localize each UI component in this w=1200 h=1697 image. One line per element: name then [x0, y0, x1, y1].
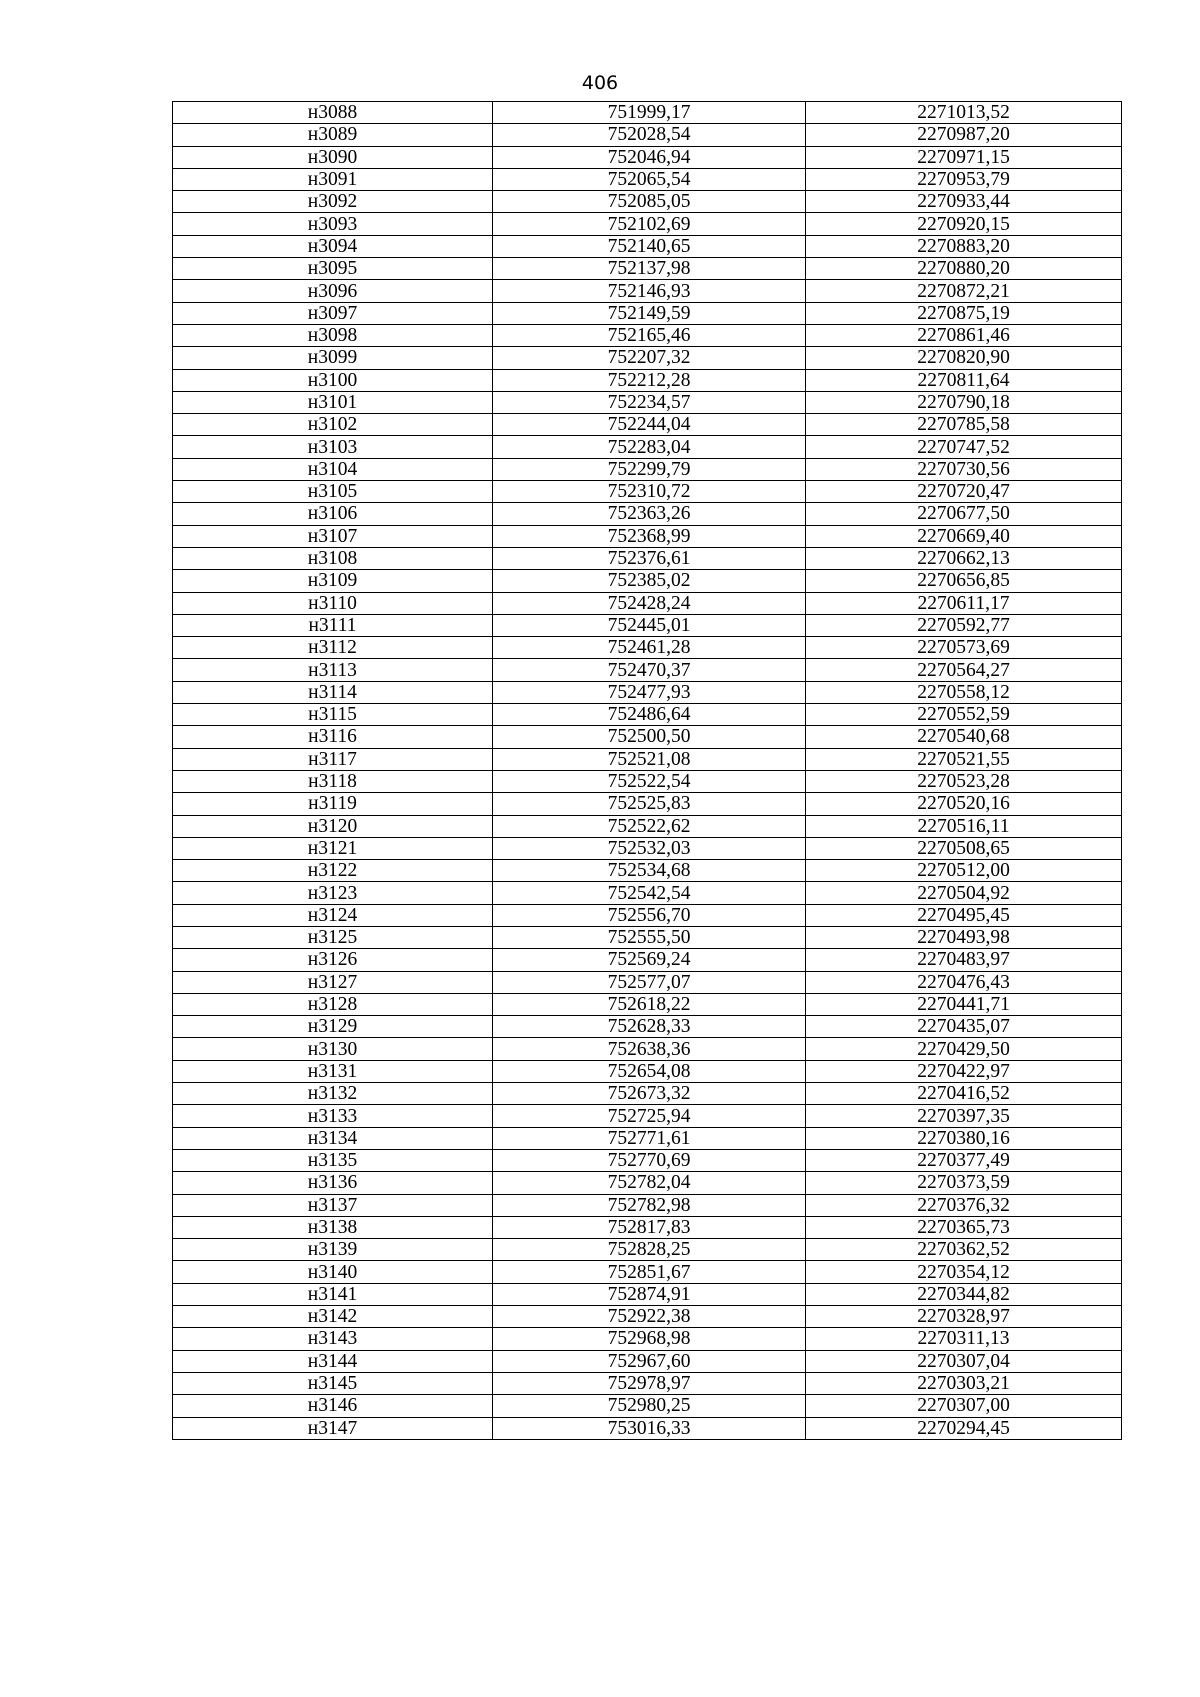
y-coordinate-cell: 2270521,55 — [806, 748, 1122, 770]
x-coordinate-cell: 752577,07 — [493, 971, 806, 993]
y-coordinate-cell: 2270380,16 — [806, 1127, 1122, 1149]
x-coordinate-cell: 752046,94 — [493, 146, 806, 168]
x-coordinate-cell: 752534,68 — [493, 860, 806, 882]
y-coordinate-cell: 2270483,97 — [806, 949, 1122, 971]
x-coordinate-cell: 752165,46 — [493, 324, 806, 346]
point-id-cell: н3144 — [173, 1350, 493, 1372]
y-coordinate-cell: 2270880,20 — [806, 258, 1122, 280]
table-row — [173, 1194, 1122, 1216]
y-coordinate-cell: 2270397,35 — [806, 1105, 1122, 1127]
table-row — [173, 258, 1122, 280]
table-row — [173, 793, 1122, 815]
y-coordinate-cell: 2270303,21 — [806, 1372, 1122, 1394]
x-coordinate-cell: 752310,72 — [493, 481, 806, 503]
point-id-cell: н3121 — [173, 837, 493, 859]
y-coordinate-cell: 2270495,45 — [806, 904, 1122, 926]
x-coordinate-cell: 752782,04 — [493, 1172, 806, 1194]
table-row — [173, 168, 1122, 190]
point-id-cell: н3106 — [173, 503, 493, 525]
point-id-cell: н3099 — [173, 347, 493, 369]
table-row — [173, 503, 1122, 525]
y-coordinate-cell: 2270785,58 — [806, 414, 1122, 436]
x-coordinate-cell: 752470,37 — [493, 659, 806, 681]
y-coordinate-cell: 2270611,17 — [806, 592, 1122, 614]
y-coordinate-cell: 2270720,47 — [806, 481, 1122, 503]
point-id-cell: н3134 — [173, 1127, 493, 1149]
coordinates-table-body — [173, 102, 1122, 1440]
table-row — [173, 949, 1122, 971]
table-row — [173, 1105, 1122, 1127]
point-id-cell: н3108 — [173, 547, 493, 569]
table-row — [173, 993, 1122, 1015]
y-coordinate-cell: 2270564,27 — [806, 659, 1122, 681]
x-coordinate-cell: 752085,05 — [493, 191, 806, 213]
table-row — [173, 124, 1122, 146]
point-id-cell: н3112 — [173, 637, 493, 659]
point-id-cell: н3102 — [173, 414, 493, 436]
y-coordinate-cell: 2270311,13 — [806, 1328, 1122, 1350]
point-id-cell: н3122 — [173, 860, 493, 882]
point-id-cell: н3096 — [173, 280, 493, 302]
table-row — [173, 1328, 1122, 1350]
table-row — [173, 1083, 1122, 1105]
point-id-cell: н3109 — [173, 570, 493, 592]
x-coordinate-cell: 752638,36 — [493, 1038, 806, 1060]
x-coordinate-cell: 752428,24 — [493, 592, 806, 614]
x-coordinate-cell: 752299,79 — [493, 458, 806, 480]
point-id-cell: н3098 — [173, 324, 493, 346]
y-coordinate-cell: 2270508,65 — [806, 837, 1122, 859]
y-coordinate-cell: 2270441,71 — [806, 993, 1122, 1015]
y-coordinate-cell: 2270504,92 — [806, 882, 1122, 904]
point-id-cell: н3127 — [173, 971, 493, 993]
x-coordinate-cell: 752673,32 — [493, 1083, 806, 1105]
point-id-cell: н3105 — [173, 481, 493, 503]
point-id-cell: н3091 — [173, 168, 493, 190]
table-row — [173, 637, 1122, 659]
table-row — [173, 837, 1122, 859]
table-row — [173, 592, 1122, 614]
x-coordinate-cell: 752618,22 — [493, 993, 806, 1015]
table-row — [173, 704, 1122, 726]
y-coordinate-cell: 2270861,46 — [806, 324, 1122, 346]
x-coordinate-cell: 752149,59 — [493, 302, 806, 324]
table-row — [173, 414, 1122, 436]
point-id-cell: н3143 — [173, 1328, 493, 1350]
x-coordinate-cell: 752522,54 — [493, 770, 806, 792]
y-coordinate-cell: 2270730,56 — [806, 458, 1122, 480]
x-coordinate-cell: 752140,65 — [493, 235, 806, 257]
y-coordinate-cell: 2270523,28 — [806, 770, 1122, 792]
table-row — [173, 213, 1122, 235]
x-coordinate-cell: 752654,08 — [493, 1060, 806, 1082]
table-row — [173, 1239, 1122, 1261]
y-coordinate-cell: 2270512,00 — [806, 860, 1122, 882]
point-id-cell: н3132 — [173, 1083, 493, 1105]
x-coordinate-cell: 752102,69 — [493, 213, 806, 235]
y-coordinate-cell: 2270344,82 — [806, 1283, 1122, 1305]
x-coordinate-cell: 752146,93 — [493, 280, 806, 302]
x-coordinate-cell: 752628,33 — [493, 1016, 806, 1038]
x-coordinate-cell: 752532,03 — [493, 837, 806, 859]
x-coordinate-cell: 752922,38 — [493, 1306, 806, 1328]
x-coordinate-cell: 752283,04 — [493, 436, 806, 458]
x-coordinate-cell: 753016,33 — [493, 1417, 806, 1439]
y-coordinate-cell: 2270362,52 — [806, 1239, 1122, 1261]
x-coordinate-cell: 752207,32 — [493, 347, 806, 369]
y-coordinate-cell: 2270811,64 — [806, 369, 1122, 391]
x-coordinate-cell: 752445,01 — [493, 614, 806, 636]
y-coordinate-cell: 2270953,79 — [806, 168, 1122, 190]
x-coordinate-cell: 752363,26 — [493, 503, 806, 525]
table-row — [173, 102, 1122, 124]
table-row — [173, 1172, 1122, 1194]
point-id-cell: н3097 — [173, 302, 493, 324]
page-number: 406 — [581, 72, 619, 94]
point-id-cell: н3123 — [173, 882, 493, 904]
table-row — [173, 1306, 1122, 1328]
x-coordinate-cell: 752376,61 — [493, 547, 806, 569]
y-coordinate-cell: 2270883,20 — [806, 235, 1122, 257]
y-coordinate-cell: 2270790,18 — [806, 391, 1122, 413]
point-id-cell: н3145 — [173, 1372, 493, 1394]
table-row — [173, 681, 1122, 703]
table-row — [173, 1060, 1122, 1082]
point-id-cell: н3119 — [173, 793, 493, 815]
x-coordinate-cell: 752461,28 — [493, 637, 806, 659]
table-row — [173, 525, 1122, 547]
x-coordinate-cell: 752978,97 — [493, 1372, 806, 1394]
y-coordinate-cell: 2270747,52 — [806, 436, 1122, 458]
table-row — [173, 748, 1122, 770]
table-row — [173, 191, 1122, 213]
table-row — [173, 770, 1122, 792]
point-id-cell: н3136 — [173, 1172, 493, 1194]
x-coordinate-cell: 752782,98 — [493, 1194, 806, 1216]
point-id-cell: н3125 — [173, 926, 493, 948]
y-coordinate-cell: 2270328,97 — [806, 1306, 1122, 1328]
x-coordinate-cell: 752234,57 — [493, 391, 806, 413]
point-id-cell: н3113 — [173, 659, 493, 681]
x-coordinate-cell: 752770,69 — [493, 1149, 806, 1171]
table-row — [173, 324, 1122, 346]
point-id-cell: н3100 — [173, 369, 493, 391]
table-row — [173, 1127, 1122, 1149]
y-coordinate-cell: 2270872,21 — [806, 280, 1122, 302]
table-row — [173, 614, 1122, 636]
table-row — [173, 1016, 1122, 1038]
x-coordinate-cell: 752874,91 — [493, 1283, 806, 1305]
point-id-cell: н3117 — [173, 748, 493, 770]
x-coordinate-cell: 752368,99 — [493, 525, 806, 547]
point-id-cell: н3104 — [173, 458, 493, 480]
y-coordinate-cell: 2270435,07 — [806, 1016, 1122, 1038]
y-coordinate-cell: 2270540,68 — [806, 726, 1122, 748]
point-id-cell: н3133 — [173, 1105, 493, 1127]
y-coordinate-cell: 2270377,49 — [806, 1149, 1122, 1171]
y-coordinate-cell: 2270416,52 — [806, 1083, 1122, 1105]
table-row — [173, 1261, 1122, 1283]
table-row — [173, 882, 1122, 904]
point-id-cell: н3116 — [173, 726, 493, 748]
table-row — [173, 458, 1122, 480]
x-coordinate-cell: 752137,98 — [493, 258, 806, 280]
y-coordinate-cell: 2270476,43 — [806, 971, 1122, 993]
point-id-cell: н3142 — [173, 1306, 493, 1328]
table-row — [173, 726, 1122, 748]
y-coordinate-cell: 2270376,32 — [806, 1194, 1122, 1216]
point-id-cell: н3094 — [173, 235, 493, 257]
y-coordinate-cell: 2270294,45 — [806, 1417, 1122, 1439]
y-coordinate-cell: 2270677,50 — [806, 503, 1122, 525]
y-coordinate-cell: 2270656,85 — [806, 570, 1122, 592]
x-coordinate-cell: 752968,98 — [493, 1328, 806, 1350]
x-coordinate-cell: 752980,25 — [493, 1395, 806, 1417]
x-coordinate-cell: 752771,61 — [493, 1127, 806, 1149]
table-row — [173, 1283, 1122, 1305]
point-id-cell: н3120 — [173, 815, 493, 837]
table-row — [173, 1372, 1122, 1394]
table-row — [173, 436, 1122, 458]
point-id-cell: н3114 — [173, 681, 493, 703]
table-row — [173, 302, 1122, 324]
x-coordinate-cell: 752967,60 — [493, 1350, 806, 1372]
y-coordinate-cell: 2270429,50 — [806, 1038, 1122, 1060]
x-coordinate-cell: 752522,62 — [493, 815, 806, 837]
table-row — [173, 570, 1122, 592]
x-coordinate-cell: 752477,93 — [493, 681, 806, 703]
y-coordinate-cell: 2270520,16 — [806, 793, 1122, 815]
point-id-cell: н3139 — [173, 1239, 493, 1261]
point-id-cell: н3118 — [173, 770, 493, 792]
point-id-cell: н3111 — [173, 614, 493, 636]
y-coordinate-cell: 2270422,97 — [806, 1060, 1122, 1082]
x-coordinate-cell: 752212,28 — [493, 369, 806, 391]
x-coordinate-cell: 752542,54 — [493, 882, 806, 904]
point-id-cell: н3092 — [173, 191, 493, 213]
point-id-cell: н3095 — [173, 258, 493, 280]
y-coordinate-cell: 2270307,00 — [806, 1395, 1122, 1417]
x-coordinate-cell: 752244,04 — [493, 414, 806, 436]
point-id-cell: н3140 — [173, 1261, 493, 1283]
y-coordinate-cell: 2270820,90 — [806, 347, 1122, 369]
x-coordinate-cell: 752521,08 — [493, 748, 806, 770]
x-coordinate-cell: 752525,83 — [493, 793, 806, 815]
table-row — [173, 280, 1122, 302]
table-row — [173, 860, 1122, 882]
x-coordinate-cell: 752486,64 — [493, 704, 806, 726]
point-id-cell: н3093 — [173, 213, 493, 235]
table-row — [173, 347, 1122, 369]
coordinates-table — [172, 101, 1122, 1440]
table-row — [173, 926, 1122, 948]
x-coordinate-cell: 752500,50 — [493, 726, 806, 748]
table-row — [173, 1350, 1122, 1372]
point-id-cell: н3124 — [173, 904, 493, 926]
y-coordinate-cell: 2270365,73 — [806, 1216, 1122, 1238]
y-coordinate-cell: 2270987,20 — [806, 124, 1122, 146]
point-id-cell: н3101 — [173, 391, 493, 413]
y-coordinate-cell: 2271013,52 — [806, 102, 1122, 124]
y-coordinate-cell: 2270920,15 — [806, 213, 1122, 235]
point-id-cell: н3130 — [173, 1038, 493, 1060]
table-row — [173, 1216, 1122, 1238]
y-coordinate-cell: 2270933,44 — [806, 191, 1122, 213]
y-coordinate-cell: 2270373,59 — [806, 1172, 1122, 1194]
x-coordinate-cell: 752556,70 — [493, 904, 806, 926]
table-row — [173, 369, 1122, 391]
point-id-cell: н3137 — [173, 1194, 493, 1216]
x-coordinate-cell: 752817,83 — [493, 1216, 806, 1238]
y-coordinate-cell: 2270669,40 — [806, 525, 1122, 547]
point-id-cell: н3135 — [173, 1149, 493, 1171]
point-id-cell: н3088 — [173, 102, 493, 124]
y-coordinate-cell: 2270662,13 — [806, 547, 1122, 569]
point-id-cell: н3103 — [173, 436, 493, 458]
x-coordinate-cell: 752725,94 — [493, 1105, 806, 1127]
table-row — [173, 146, 1122, 168]
point-id-cell: н3115 — [173, 704, 493, 726]
x-coordinate-cell: 752851,67 — [493, 1261, 806, 1283]
x-coordinate-cell: 752828,25 — [493, 1239, 806, 1261]
y-coordinate-cell: 2270573,69 — [806, 637, 1122, 659]
table-row — [173, 815, 1122, 837]
y-coordinate-cell: 2270592,77 — [806, 614, 1122, 636]
y-coordinate-cell: 2270516,11 — [806, 815, 1122, 837]
table-row — [173, 659, 1122, 681]
y-coordinate-cell: 2270552,59 — [806, 704, 1122, 726]
point-id-cell: н3138 — [173, 1216, 493, 1238]
x-coordinate-cell: 752065,54 — [493, 168, 806, 190]
table-row — [173, 971, 1122, 993]
point-id-cell: н3147 — [173, 1417, 493, 1439]
table-row — [173, 1395, 1122, 1417]
point-id-cell: н3141 — [173, 1283, 493, 1305]
table-row — [173, 547, 1122, 569]
x-coordinate-cell: 752555,50 — [493, 926, 806, 948]
table-row — [173, 481, 1122, 503]
table-row — [173, 1149, 1122, 1171]
x-coordinate-cell: 752569,24 — [493, 949, 806, 971]
y-coordinate-cell: 2270558,12 — [806, 681, 1122, 703]
point-id-cell: н3131 — [173, 1060, 493, 1082]
y-coordinate-cell: 2270307,04 — [806, 1350, 1122, 1372]
x-coordinate-cell: 751999,17 — [493, 102, 806, 124]
point-id-cell: н3090 — [173, 146, 493, 168]
point-id-cell: н3110 — [173, 592, 493, 614]
y-coordinate-cell: 2270875,19 — [806, 302, 1122, 324]
x-coordinate-cell: 752028,54 — [493, 124, 806, 146]
table-row — [173, 391, 1122, 413]
table-row — [173, 1038, 1122, 1060]
point-id-cell: н3107 — [173, 525, 493, 547]
point-id-cell: н3146 — [173, 1395, 493, 1417]
point-id-cell: н3128 — [173, 993, 493, 1015]
point-id-cell: н3089 — [173, 124, 493, 146]
y-coordinate-cell: 2270971,15 — [806, 146, 1122, 168]
table-row — [173, 235, 1122, 257]
y-coordinate-cell: 2270354,12 — [806, 1261, 1122, 1283]
point-id-cell: н3129 — [173, 1016, 493, 1038]
table-row — [173, 904, 1122, 926]
x-coordinate-cell: 752385,02 — [493, 570, 806, 592]
table-row — [173, 1417, 1122, 1439]
y-coordinate-cell: 2270493,98 — [806, 926, 1122, 948]
point-id-cell: н3126 — [173, 949, 493, 971]
